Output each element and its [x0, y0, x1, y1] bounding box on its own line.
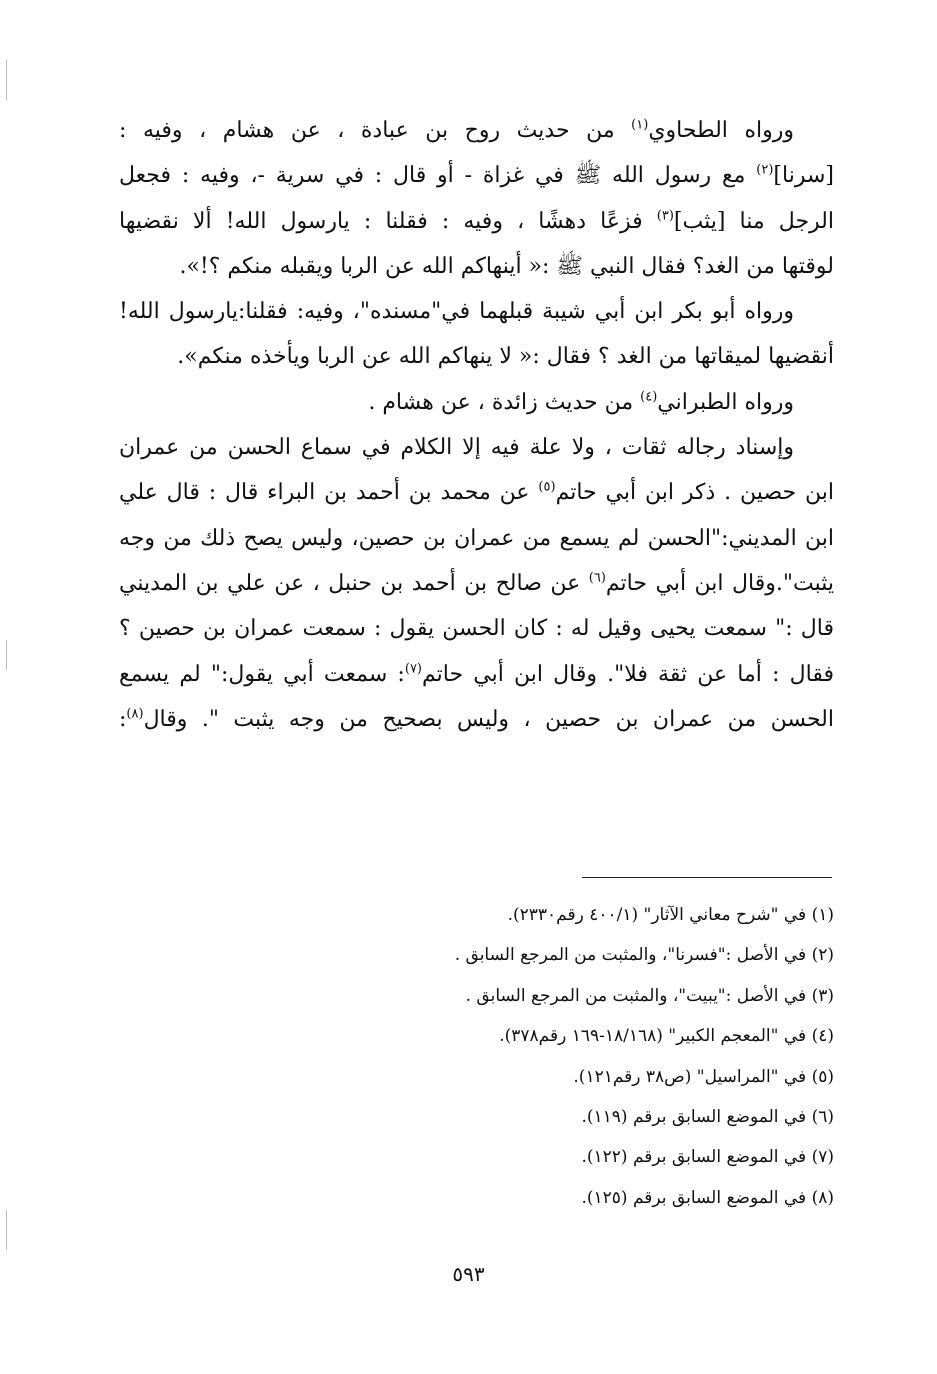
footnote: (٣) في الأصل :"يبيت"، والمثبت من المرجع السابق . [465, 985, 834, 1006]
footnote-marker: (٥) [538, 480, 556, 496]
text-line: ورواه أبو بكر ابن أبي شيبة قبلهما في"مسنده"، وفيه: فقلنا:يارسول الله! [119, 299, 794, 325]
footnote-marker: (٦) [588, 570, 606, 586]
text-line: يثبت".وقال ابن أبي حاتم$^{(٦)}$ عن صالح بن أحمد بن حنبل ، عن علي بن المديني [119, 570, 834, 596]
text-line: [سرنا]$^{(٢)}$ مع رسول الله ﷺ في غزاة - أو قال : في سرية -، وفيه : فجعل [119, 162, 834, 189]
text-line: ابن المديني:"الحسن لم يسمع من عمران بن حصين، وليس يصح ذلك من وجه [119, 525, 834, 551]
footnote: (٦) في الموضع السابق برقم (١١٩). [581, 1107, 834, 1128]
text-line: أنقضيها لميقاتها من الغد ؟ فقال :« لا ينهاكم الله عن الربا ويأخذه منكم». [177, 344, 834, 370]
text-line: قال :" سمعت يحيى وقيل له : كان الحسن يقول : سمعت عمران بن حصين ؟ [119, 616, 834, 642]
text-line: ورواه الطبراني$^{(٤)}$ من حديث زائدة ، عن هشام . [368, 389, 794, 415]
footnote: (٤) في "المعجم الكبير" (١٨/١٦٨-١٦٩ رقم٣٧٨). [499, 1026, 834, 1047]
main-text [119, 108, 834, 742]
text-line: الحسن من عمران بن حصين ، وليس بصحيح من وجه يثبت ". وقال$^{(٨)}$: [119, 706, 834, 732]
page-number: ٥٩٣ [452, 1262, 485, 1286]
text-line: وإسناد رجاله ثقات ، ولا علة فيه إلا الكلام في سماع الحسن من عمران [119, 435, 794, 461]
footnote: (١) في "شرح معاني الآثار" (٤٠٠/١ رقم٢٣٣٠). [507, 905, 834, 925]
footnote: (٢) في الأصل :"فسرنا"، والمثبت من المرجع السابق . [454, 945, 834, 966]
footnote-separator [582, 877, 832, 878]
scan-margin-mark [6, 60, 7, 100]
text-line: ورواه الطحاوي$^{(١)}$ من حديث روح بن عبادة ، عن هشام ، وفيه : [119, 117, 794, 143]
footnote: (٨) في الموضع السابق برقم (١٢٥). [581, 1187, 834, 1208]
footnote: (٧) في الموضع السابق برقم (١٢٢). [581, 1147, 834, 1168]
text-line: الرجل منا [يثب]$^{(٣)}$ فزعًا دهشًا ، وفيه : فقلنا : يارسول الله! ألا نقضيها [119, 208, 834, 234]
footnote: (٥) في "المراسيل" (ص٣٨ رقم١٢١). [573, 1066, 834, 1087]
footnote-marker: (٧) [404, 661, 422, 677]
footnotes [119, 895, 834, 1218]
footnote-marker: (٣) [656, 208, 674, 224]
footnote-marker: (١) [631, 117, 649, 133]
scan-margin-mark [6, 1210, 7, 1250]
footnote-marker: (٨) [126, 706, 144, 722]
text-line: لوقتها من الغد؟ فقال النبي ﷺ :« أينهاكم الله عن الربا ويقبله منكم ؟!». [179, 253, 834, 279]
text-line: فقال : أما عن ثقة فلا". وقال ابن أبي حاتم$^{(٧)}$: سمعت أبي يقول:" لم يسمع [119, 661, 834, 687]
text-line: ابن حصين . ذكر ابن أبي حاتم$^{(٥)}$ عن محمد بن أحمد بن البراء قال : قال علي [119, 480, 834, 506]
footnote-marker: (٢) [756, 162, 774, 178]
scan-margin-mark [6, 640, 7, 670]
footnote-marker: (٤) [640, 389, 658, 405]
